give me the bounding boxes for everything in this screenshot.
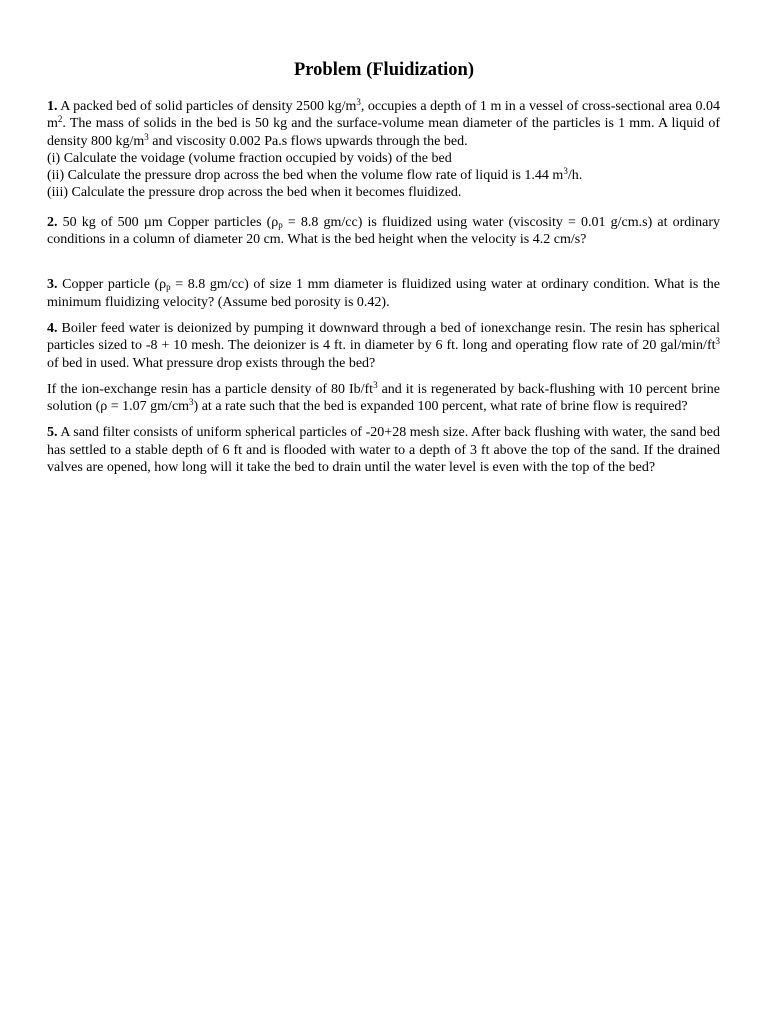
problem-text: A sand filter consists of uniform spherical particles of -20+28 mesh size. After back flushing with water, the sand bed has settled to a stable depth of 6 ft and is flooded with water to a depth of 3 ft above the top of the sand. If the drained valves are opened, how long will it take the bed to drain until the water level is even with the top of the bed? xyxy=(47,425,720,476)
problem-number: 5. xyxy=(47,425,58,441)
problem-text: and it is regenerated by back-flushing with 10 percent brine solution (ρ = 1.07 gm/cm xyxy=(47,381,720,415)
superscript: 3 xyxy=(373,379,378,390)
problem-text: , occupies a depth of 1 m in a vessel of cross-sectional area 0.04 m xyxy=(47,99,720,132)
superscript: 3 xyxy=(715,336,720,347)
problem-text: ) at a rate such that the bed is expanded 100 percent, what rate of brine flow is required? xyxy=(193,399,688,415)
problem-number: 2. xyxy=(47,214,58,230)
problem-4-statement xyxy=(47,320,720,372)
problem-4-followup xyxy=(47,381,720,416)
problem-list xyxy=(47,98,720,476)
problem-5 xyxy=(47,424,720,476)
problem-number: 4. xyxy=(47,320,58,336)
problem-3 xyxy=(47,276,720,311)
problem-text: Copper particle (ρ xyxy=(57,277,167,293)
problem-text: of bed in used. What pressure drop exists through the bed? xyxy=(47,355,376,371)
problem-3-statement xyxy=(47,276,720,311)
problem-text: = 8.8 gm/cc) is fluidized using water (viscosity = 0.01 g/cm.s) at ordinary conditions in a column of diameter 20 cm. What is the bed height when the velocity is 4.2 cm/s? xyxy=(47,214,720,248)
problem-1 xyxy=(47,98,720,202)
problem-text: (ii) Calculate the pressure drop across the bed when the volume flow rate of liquid is 1.44 m xyxy=(47,168,564,184)
problem-text: = 8.8 gm/cc) of size 1 mm diameter is fluidized using water at ordinary condition. What is the minimum fluidizing velocity? (Assume bed porosity is 0.42). xyxy=(47,277,721,310)
problem-text: 50 kg of 500 µm Copper particles (ρ xyxy=(57,214,279,230)
problem-5-statement xyxy=(47,424,720,476)
problem-1-part-ii xyxy=(47,167,720,184)
problem-number: 3. xyxy=(47,277,58,293)
superscript: 3 xyxy=(356,97,361,107)
problem-text: and viscosity 0.002 Pa.s flows upwards through the bed. xyxy=(148,133,468,149)
problem-number: 1. xyxy=(47,99,58,114)
problem-text: /h. xyxy=(567,168,583,184)
problem-4 xyxy=(47,320,720,415)
problem-1-part-iii: (iii) Calculate the pressure drop across the bed when it becomes fluidized. xyxy=(47,185,462,201)
superscript: 3 xyxy=(189,397,194,408)
problem-text: Boiler feed water is deionized by pumping it downward through a bed of ionexchange resin. The resin has spherical particles sized to -8 + 10 mesh. The deionizer is 4 ft. in diameter by 6 ft. long and operating flow rate of 20 gal/min/ft xyxy=(47,320,720,354)
problem-1-statement xyxy=(47,98,720,150)
problem-2-statement xyxy=(47,214,720,249)
superscript: 2 xyxy=(57,114,63,125)
problem-1-part-i: (i) Calculate the voidage (volume fraction occupied by voids) of the bed xyxy=(47,150,452,166)
problem-text: If the ion-exchange resin has a particle density of 80 Ib/ft xyxy=(47,381,374,397)
subscript: p xyxy=(166,282,171,293)
problem-text: A packed bed of solid particles of density 2500 kg/m xyxy=(57,99,357,114)
problem-text: . The mass of solids in the bed is 50 kg and the surface-volume mean diameter of the particles is 1 mm. A liquid of density 800 kg/m xyxy=(47,116,720,149)
superscript: 3 xyxy=(563,166,568,177)
problem-2 xyxy=(47,214,720,249)
subscript: p xyxy=(278,219,283,230)
page-title: Problem (Fluidization) xyxy=(293,60,475,80)
superscript: 3 xyxy=(144,131,149,142)
